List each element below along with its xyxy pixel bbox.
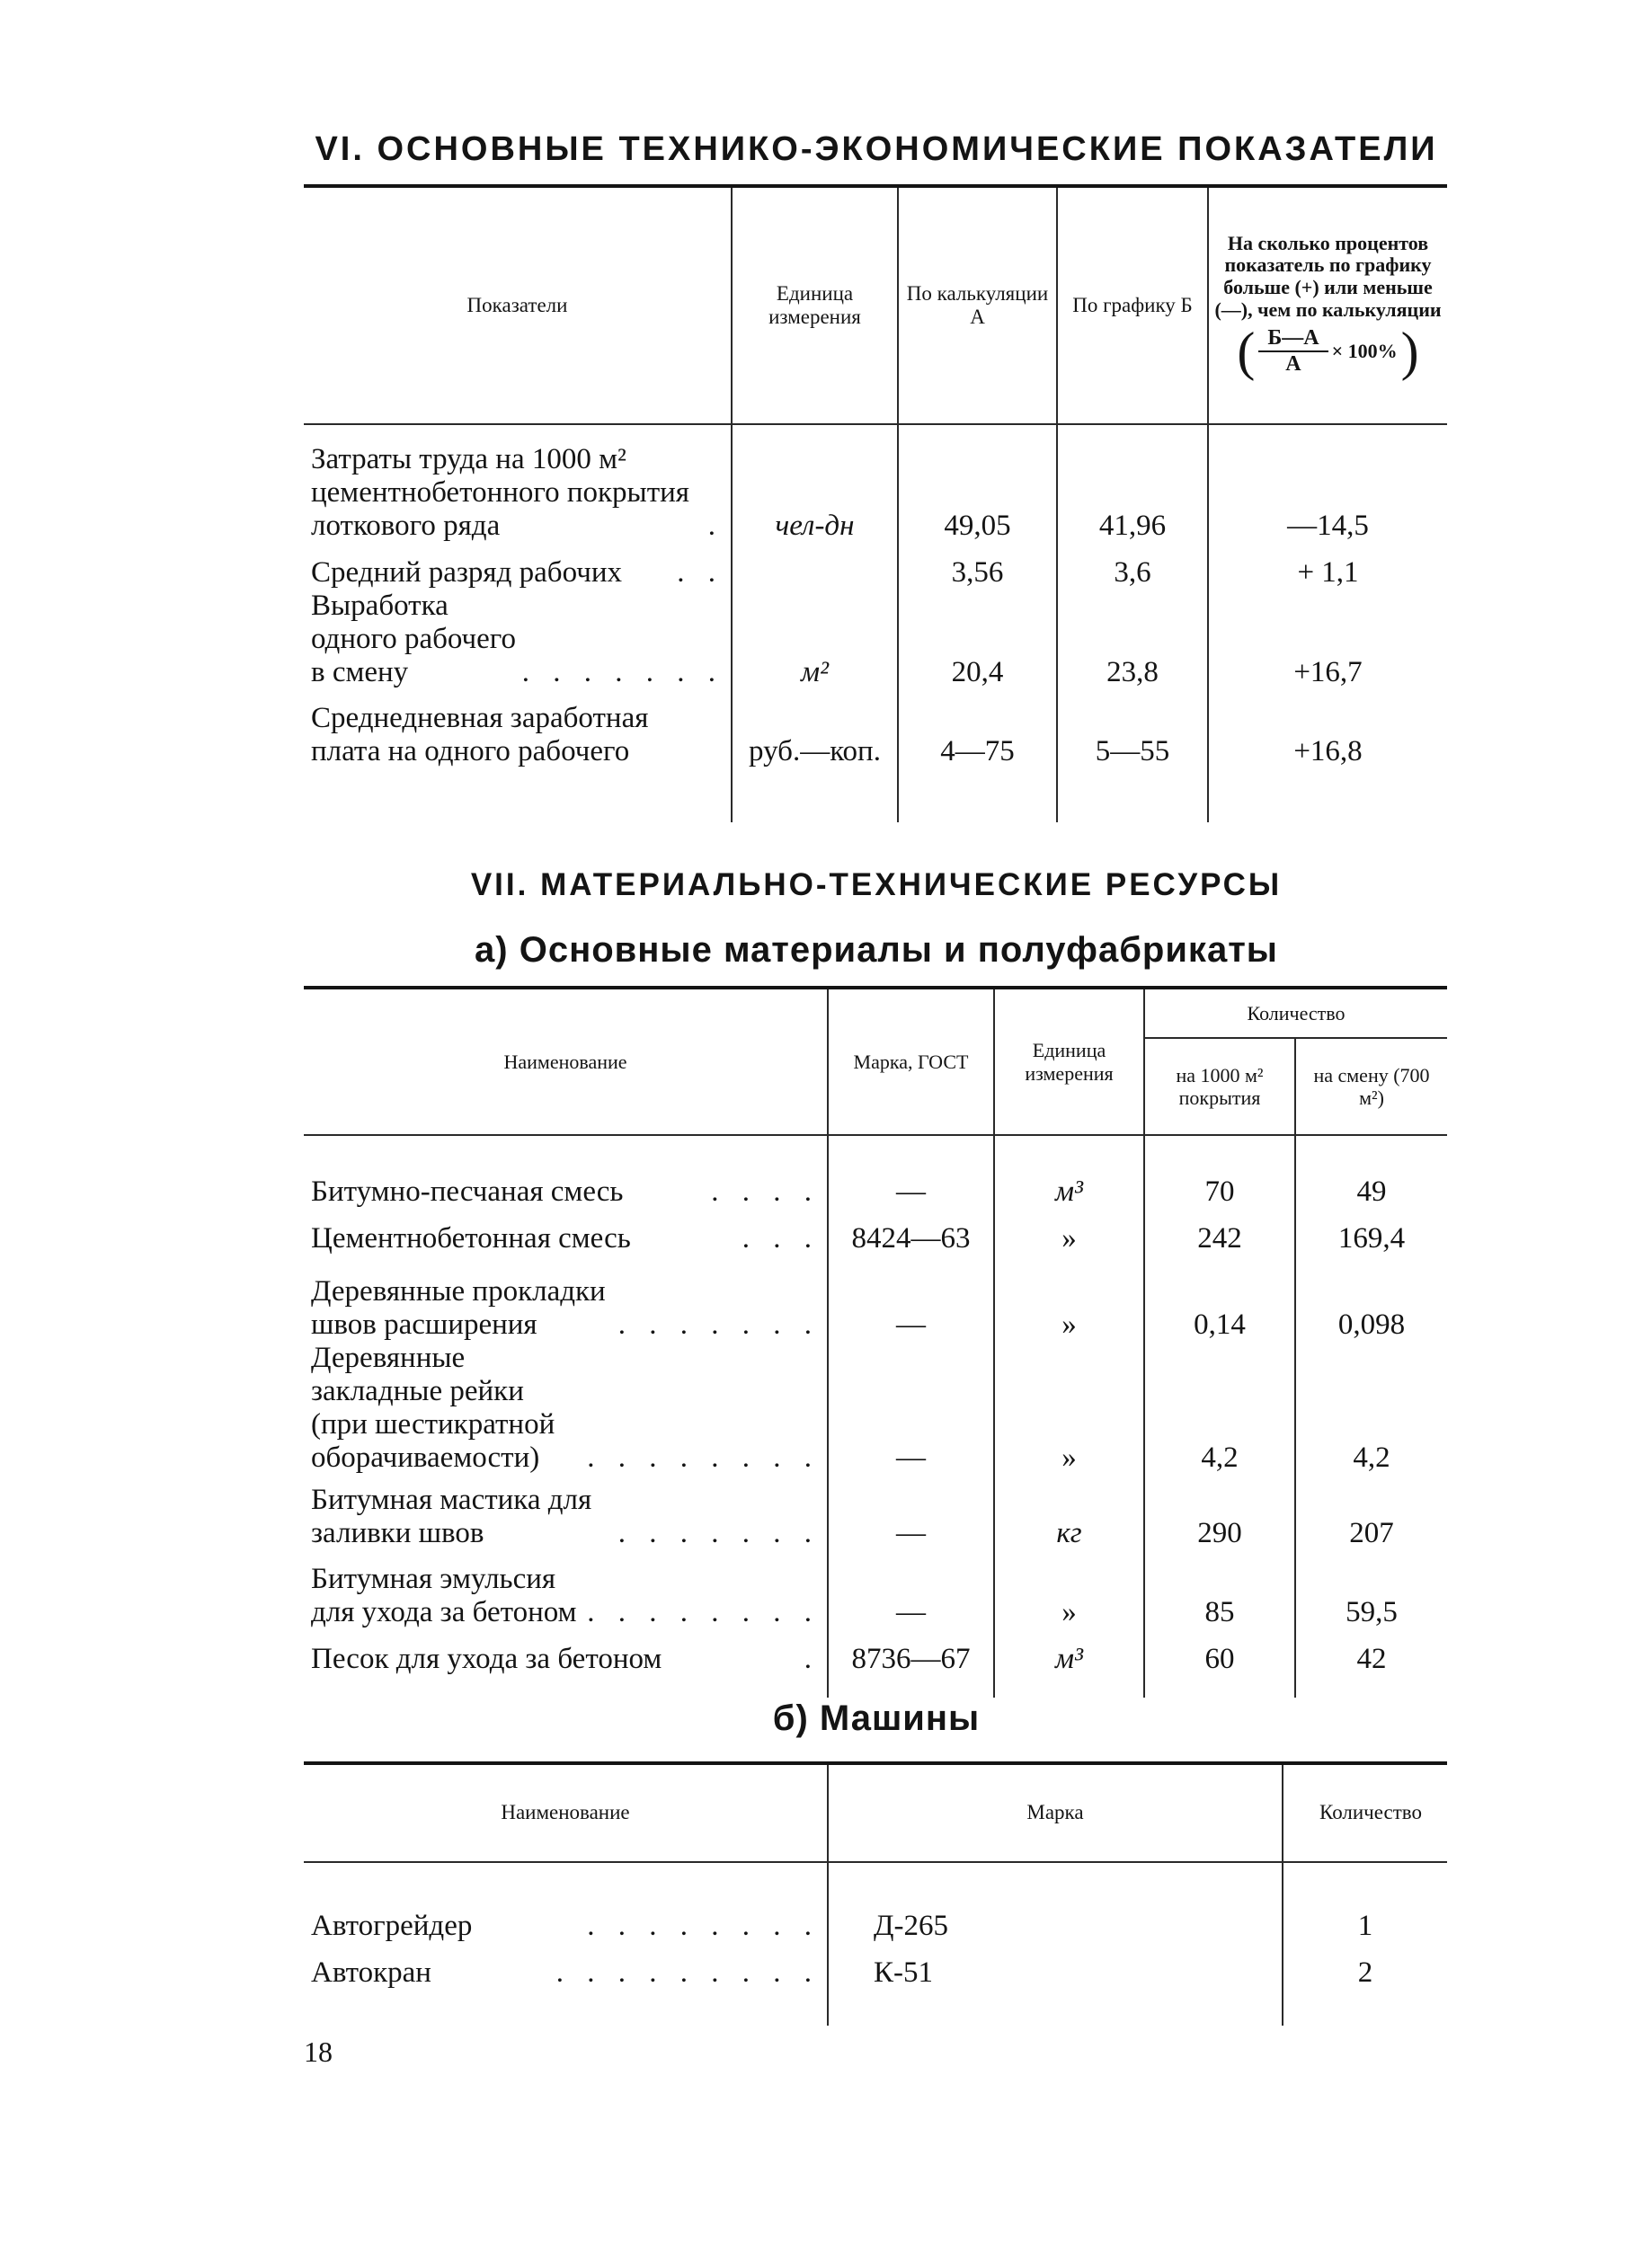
row-per-shift: 0,098	[1295, 1255, 1447, 1342]
table-header-row	[304, 988, 1447, 1038]
table-row	[304, 689, 1447, 768]
page-number: 18	[304, 2036, 333, 2068]
table-row: Битумная мастика для заливки швов . . . . . . . — кг 290 207	[304, 1475, 1447, 1550]
table-row: Песок для ухода за бетоном . 8736—67 м³ 60 42	[304, 1629, 1447, 1676]
percent-formula: ( Б—А А × 100% )	[1237, 322, 1419, 382]
row-name: Битумная эмульсия для ухода за бетоном	[311, 1563, 577, 1628]
row-unit: м³	[994, 1629, 1144, 1676]
row-value-a: 49,05	[898, 424, 1057, 543]
section6-title: VI. ОСНОВНЫЕ ТЕХНИКО-ЭКОНОМИЧЕСКИЕ ПОКАЗАТЕЛИ	[315, 130, 1438, 168]
row-unit: руб.—коп.	[732, 689, 898, 768]
row-mark: Д-265	[828, 1862, 1283, 1943]
table-row: Выработка одного рабочего в смену . . . . . . . м² 20,4 23,8 +16,7	[304, 590, 1447, 689]
row-name: Автокран	[311, 1956, 431, 1989]
row-name: Песок для ухода за бетоном	[311, 1643, 662, 1675]
col-calc-a: По калькуляции А	[898, 186, 1057, 424]
row-per-1000: 60	[1144, 1629, 1295, 1676]
col-unit: Единица измерения	[994, 988, 1144, 1135]
materials-table	[304, 986, 1447, 1698]
row-value-b: 23,8	[1057, 590, 1208, 689]
col-per-1000: на 1000 м² покрытия	[1144, 1038, 1295, 1135]
row-name: Средний разряд рабочих	[311, 556, 622, 589]
row-unit: »	[994, 1342, 1144, 1475]
formula-numerator: Б—А	[1258, 326, 1328, 352]
row-percent: +16,8	[1208, 689, 1447, 768]
row-per-1000: 0,14	[1144, 1255, 1295, 1342]
machines-table	[304, 1761, 1447, 2026]
row-unit: кг	[994, 1475, 1144, 1550]
row-mark: —	[828, 1475, 994, 1550]
table-header-row	[304, 1763, 1447, 1862]
row-name: Деревянные прокладки швов расширения	[311, 1275, 606, 1341]
row-unit: чел-дн	[732, 424, 898, 543]
table-row: Цементнобетонная смесь . . . 8424—63 » 242 169,4	[304, 1209, 1447, 1255]
percent-header-text: На сколько процентов показатель по графику больше (+) или меньше (—), чем по калькуляции	[1214, 231, 1442, 321]
row-per-shift: 49	[1295, 1135, 1447, 1209]
col-unit: Единица измерения	[732, 186, 898, 424]
col-per-shift: на смену (700 м²)	[1295, 1038, 1447, 1135]
row-mark: —	[828, 1550, 994, 1629]
row-unit: »	[994, 1550, 1144, 1629]
row-per-shift: 4,2	[1295, 1342, 1447, 1475]
row-mark: —	[828, 1342, 994, 1475]
row-quantity: 2	[1283, 1943, 1447, 1990]
indicators-table	[304, 184, 1447, 822]
table-row: Битумная эмульсия для ухода за бетоном . . . . . . . . — » 85 59,5	[304, 1550, 1447, 1629]
row-name: Битумная мастика для заливки швов	[311, 1484, 592, 1549]
row-name: Среднедневная заработная плата на одного рабочего	[311, 702, 649, 767]
table-row: Битумно-песчаная смесь . . . . — м³ 70 49	[304, 1135, 1447, 1209]
row-name: Затраты труда на 1000 м² цементнобетонного покрытия лоткового ряда	[311, 443, 689, 542]
row-per-shift: 207	[1295, 1475, 1447, 1550]
row-per-1000: 290	[1144, 1475, 1295, 1550]
row-name: Цементнобетонная смесь	[311, 1222, 631, 1255]
row-unit: м³	[994, 1135, 1144, 1209]
row-per-shift: 169,4	[1295, 1209, 1447, 1255]
row-value-a: 4—75	[898, 689, 1057, 768]
row-name: Выработка одного рабочего в смену	[311, 590, 517, 688]
row-unit: »	[994, 1255, 1144, 1342]
row-name: Деревянные закладные рейки (при шестикратной оборачиваемости)	[311, 1342, 555, 1474]
row-unit: »	[994, 1209, 1144, 1255]
row-unit: м²	[732, 590, 898, 689]
row-percent: +16,7	[1208, 590, 1447, 689]
table-row: Деревянные закладные рейки (при шестикратной оборачиваемости) . . . . . . . . — » 4,2 4,2	[304, 1342, 1447, 1475]
col-indicator: Показатели	[466, 293, 568, 316]
row-quantity: 1	[1283, 1862, 1447, 1943]
col-mark: Марка, ГОСТ	[828, 988, 994, 1135]
table-row-spacer	[304, 1990, 1447, 2026]
row-name: Автогрейдер	[311, 1910, 473, 1942]
row-percent: —14,5	[1208, 424, 1447, 543]
row-mark: К-51	[828, 1943, 1283, 1990]
col-name: Наименование	[304, 988, 828, 1135]
row-name: Битумно-песчаная смесь	[311, 1175, 624, 1208]
col-name: Наименование	[501, 1801, 630, 1824]
row-mark: 8424—63	[828, 1209, 994, 1255]
row-per-shift: 42	[1295, 1629, 1447, 1676]
col-quantity: Количество	[1144, 988, 1447, 1038]
row-value-b: 3,6	[1057, 543, 1208, 590]
row-value-b: 5—55	[1057, 689, 1208, 768]
row-per-shift: 59,5	[1295, 1550, 1447, 1629]
row-mark: —	[828, 1135, 994, 1209]
table-row: Автокран . . . . . . . . . К-51 2	[304, 1943, 1447, 1990]
col-graph-b: По графику Б	[1057, 186, 1208, 424]
row-mark: 8736—67	[828, 1629, 994, 1676]
table-row: Автогрейдер . . . . . . . . Д-265 1	[304, 1862, 1447, 1943]
col-percent	[1208, 186, 1447, 424]
row-per-1000: 85	[1144, 1550, 1295, 1629]
table-header-row	[304, 186, 1447, 424]
machines-subtitle: б) Машины	[772, 1699, 981, 1738]
row-unit	[732, 543, 898, 590]
row-value-a: 20,4	[898, 590, 1057, 689]
formula-multiplier: × 100%	[1331, 339, 1398, 362]
formula-denominator: А	[1285, 352, 1301, 377]
col-quantity: Количество	[1283, 1763, 1447, 1862]
row-per-1000: 242	[1144, 1209, 1295, 1255]
row-percent: + 1,1	[1208, 543, 1447, 590]
table-row-spacer	[304, 768, 1447, 822]
row-mark: —	[828, 1255, 994, 1342]
table-row: Деревянные прокладки швов расширения . . . . . . . — » 0,14 0,098	[304, 1255, 1447, 1342]
table-row-spacer	[304, 1676, 1447, 1698]
row-value-a: 3,56	[898, 543, 1057, 590]
table-row: Средний разряд рабочих . . 3,56 3,6 + 1,1	[304, 543, 1447, 590]
row-per-1000: 70	[1144, 1135, 1295, 1209]
section7-title: VII. МАТЕРИАЛЬНО-ТЕХНИЧЕСКИЕ РЕСУРСЫ	[470, 867, 1283, 902]
col-mark: Марка	[828, 1763, 1283, 1862]
materials-subtitle: а) Основные материалы и полуфабрикаты	[475, 930, 1278, 970]
row-value-b: 41,96	[1057, 424, 1208, 543]
table-row: Затраты труда на 1000 м² цементнобетонного покрытия лоткового ряда . чел-дн 49,05 41,96 —14,5	[304, 424, 1447, 543]
row-per-1000: 4,2	[1144, 1342, 1295, 1475]
